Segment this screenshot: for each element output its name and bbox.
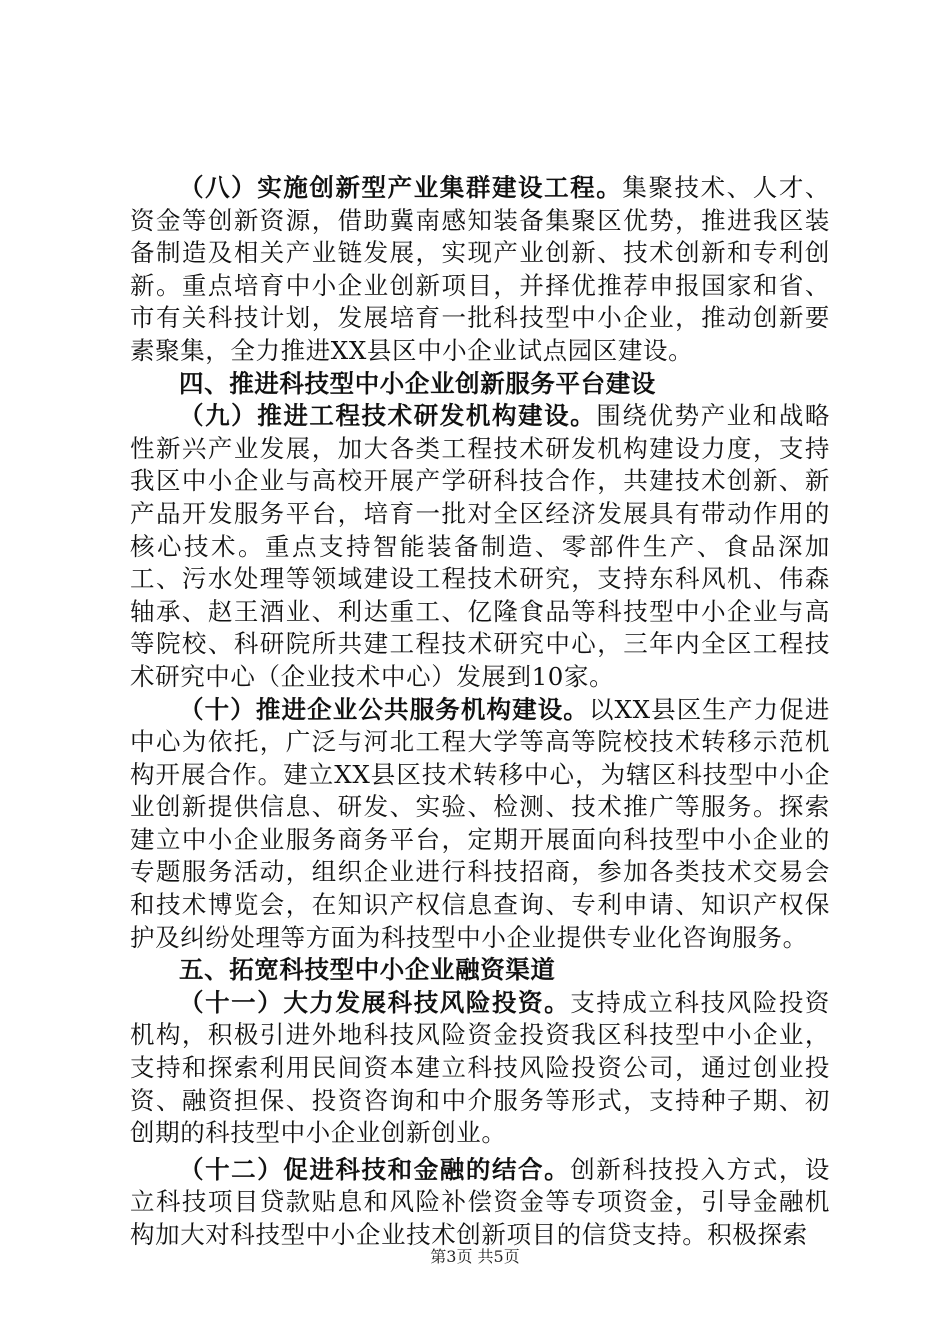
paragraph-11-lead: （十一）大力发展科技风险投资。 bbox=[179, 987, 571, 1017]
paragraph-10-body: 以XX县区生产力促进中心为依托，广泛与河北工程大学等高等院校技术转移示范机构开展合作。建立XX县区技术转移中心，为辖区科技型中小企业创新提供信息、研发、实验、检测、技术推广等服务。探索建立中小企业服务商务平台，定期开展面向科技型中小企业的专题服务活动，组织企业进行科技招商，参加各类技术交易会和技术博览会，在知识产权信息查询、专利申请、知识产权保护及纠纷处理等方面为科技型中小企业提供专业化咨询服务。 bbox=[130, 694, 830, 952]
paragraph-9-body: 围绕优势产业和战略性新兴产业发展，加大各类工程技术研发机构建设力度，支持我区中小企业与高校开展产学研科技合作，共建技术创新、新产品开发服务平台，培育一批对全区经济发展具有带动作用的核心技术。重点支持智能装备制造、零部件生产、食品深加工、污水处理等领域建设工程技术研究，支持东科风机、伟森轴承、赵王酒业、利达重工、亿隆食品等科技型中小企业与高等院校、科研院所共建工程技术研究中心，三年内全区工程技术研究中心（企业技术中心）发展到10家。 bbox=[130, 401, 830, 691]
page-number-footer: 第3页 共5页 bbox=[430, 1247, 520, 1266]
paragraph-11 bbox=[130, 987, 830, 1150]
paragraph-9-lead: （九）推进工程技术研发机构建设。 bbox=[179, 401, 597, 431]
paragraph-12-body: 创新科技投入方式，设立科技项目贷款贴息和风险补偿资金等专项资金，引导金融机构加大对科技型中小企业技术创新项目的信贷支持。积极探索 bbox=[130, 1154, 830, 1249]
paragraph-10 bbox=[130, 694, 830, 955]
section-heading-4: 四、推进科技型中小企业创新服务平台建设 bbox=[179, 368, 656, 398]
section-heading-5: 五、拓宽科技型中小企业融资渠道 bbox=[179, 955, 556, 985]
document-body bbox=[130, 172, 830, 1252]
paragraph-8-lead: （八）实施创新型产业集群建设工程。 bbox=[179, 173, 623, 202]
paragraph-9 bbox=[130, 400, 830, 693]
paragraph-11-body: 支持成立科技风险投资机构，积极引进外地科技风险资金投资我区科技型中小企业，支持和探索利用民间资本建立科技风险投资公司，通过创业投资、融资担保、投资咨询和中介服务等形式，支持种子期、初创期的科技型中小企业创新创业。 bbox=[130, 987, 830, 1148]
paragraph-8-body: 集聚技术、人才、资金等创新资源，借助冀南感知装备集聚区优势，推进我区装备制造及相关产业链发展，实现产业创新、技术创新和专利创新。重点培育中小企业创新项目，并择优推荐申报国家和省、市有关科技计划，发展培育一批科技型中小企业，推动创新要素聚集，全力推进XX县区中小企业试点园区建设。 bbox=[130, 173, 830, 365]
paragraph-12-lead: （十二）促进科技和金融的结合。 bbox=[179, 1154, 571, 1184]
paragraph-12 bbox=[130, 1154, 830, 1252]
paragraph-8 bbox=[130, 172, 830, 368]
paragraph-10-lead: （十）推进企业公共服务机构建设。 bbox=[179, 694, 589, 724]
